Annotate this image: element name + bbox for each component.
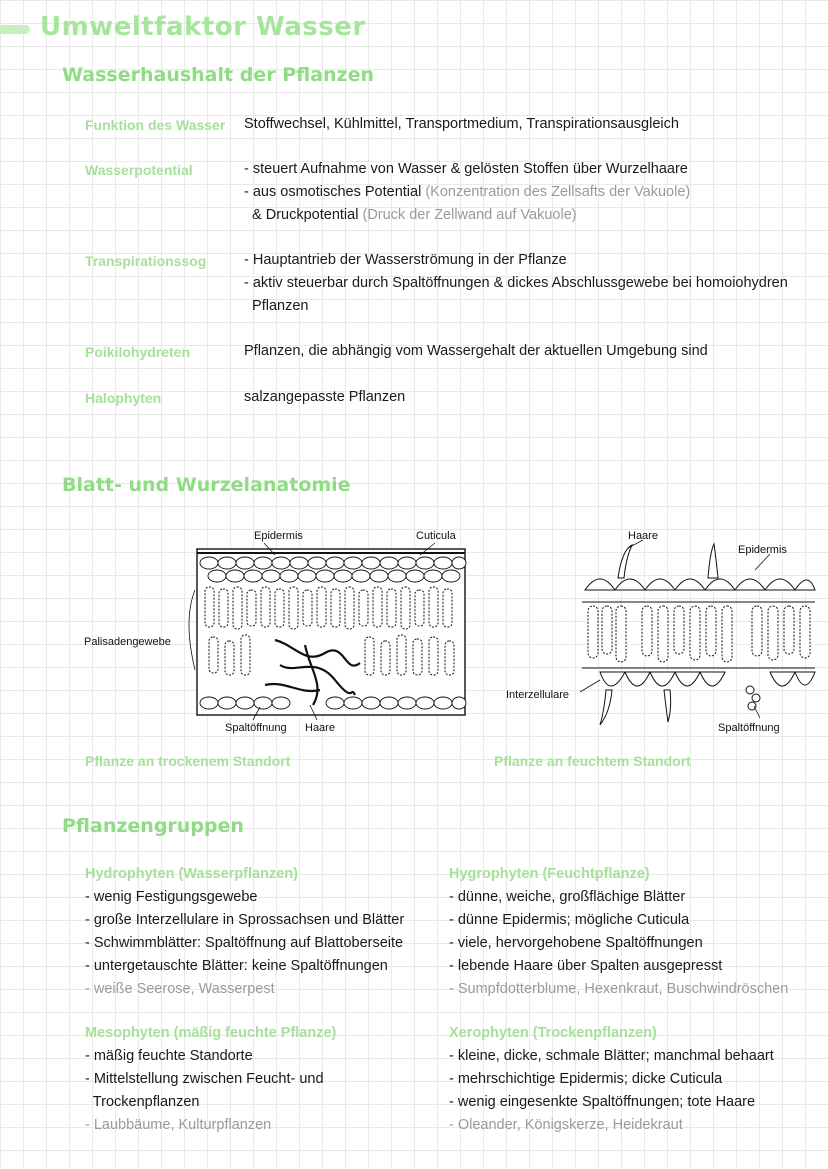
example-text: - Sumpfdotterblume, Hexenkraut, Buschwindröschen [449,981,789,997]
group-xerophyten [449,1022,774,1137]
leaf-cross-section-dry [195,545,470,720]
section-heading-pflanzengruppen: Pflanzengruppen [62,815,244,837]
def-transpirationssog: - Hauptantrieb der Wasserströmung in der Pflanze - aktiv steuerbar durch Spaltöffnungen & dickes Abschlussgewebe bei homoiohydren Pflanzen [244,252,788,314]
example-text: - Laubbäume, Kulturpflanzen [85,1117,272,1133]
label-spaltoeffnung-right: Spaltöffnung [718,722,780,734]
list-item: - große Interzellulare in Sprossachsen und Blätter [85,912,405,928]
label-haare-left: Haare [305,722,335,734]
def-funktion: Stoffwechsel, Kühlmittel, Transportmedium, Transpirationsausgleich [244,116,679,132]
list-item: - Schwimmblätter: Spaltöffnung auf Blattoberseite [85,935,404,951]
label-epidermis-right: Epidermis [738,544,787,556]
list-item: - viele, hervorgehobene Spaltöffnungen [449,935,703,951]
label-interzellulare: Interzellulare [506,689,569,701]
term-transpirationssog: Transpirationssog [85,253,207,269]
term-wasserpotential: Wasserpotential [85,162,193,178]
example-text: - Oleander, Königskerze, Heidekraut [449,1117,683,1133]
example-text: - weiße Seerose, Wasserpest [85,981,275,997]
section-heading-wasserhaushalt: Wasserhaushalt der Pflanzen [62,64,375,86]
list-item: - mehrschichtige Epidermis; dicke Cuticula [449,1071,723,1087]
term-poikilohydreten: Poikilohydreten [85,344,191,360]
page-title: Umweltfaktor Wasser [40,12,366,42]
group-hygrophyten [449,863,788,1001]
title-marker [0,25,30,34]
list-item: - lebende Haare über Spalten ausgepresst [449,958,723,974]
group-title: Xerophyten (Trockenpflanzen) [449,1025,657,1041]
def-halophyten: salzangepasste Pflanzen [244,389,406,405]
list-item: - kleine, dicke, schmale Blätter; manchmal behaart [449,1048,774,1064]
group-title: Mesophyten (mäßig feuchte Pflanze) [85,1025,337,1041]
list-item: - wenig Festigungsgewebe [85,889,258,905]
term-halophyten: Halophyten [85,390,162,406]
def-wasserpotential: - steuert Aufnahme von Wasser & gelösten Stoffen über Wurzelhaare - aus osmotisches Potential (Konzentration des Zellsafts der Vakuole) & Druckpotential (Druck der Zellwand auf Vakuole) [244,161,691,223]
caption-moist: Pflanze an feuchtem Standort [494,753,691,769]
label-epidermis-left: Epidermis [254,530,303,542]
term-funktion: Funktion des Wasser [85,117,226,133]
label-spaltoeffnung-left: Spaltöffnung [225,722,287,734]
list-item: - wenig eingesenkte Spaltöffnungen; tote Haare [449,1094,756,1110]
label-palisadengewebe: Palisadengewebe [84,636,171,648]
group-mesophyten [85,1022,336,1137]
list-item: - Mittelstellung zwischen Feucht- und [85,1071,324,1087]
group-title: Hygrophyten (Feuchtpflanze) [449,866,650,882]
leaf-cross-section-moist [580,540,815,730]
caption-dry: Pflanze an trockenem Standort [85,753,291,769]
label-cuticula: Cuticula [416,530,456,542]
list-item: - mäßig feuchte Standorte [85,1048,253,1064]
list-item: - dünne Epidermis; mögliche Cuticula [449,912,690,928]
group-title: Hydrophyten (Wasserpflanzen) [85,866,298,882]
group-hydrophyten [85,863,404,1001]
def-poikilohydreten: Pflanzen, die abhängig vom Wassergehalt der aktuellen Umgebung sind [244,343,708,359]
label-haare-right: Haare [628,530,658,542]
section-heading-anatomie: Blatt- und Wurzelanatomie [62,474,351,496]
list-item: Trockenpflanzen [85,1094,200,1110]
list-item: - untergetauschte Blätter: keine Spaltöffnungen [85,958,388,974]
list-item: - dünne, weiche, großflächige Blätter [449,889,686,905]
